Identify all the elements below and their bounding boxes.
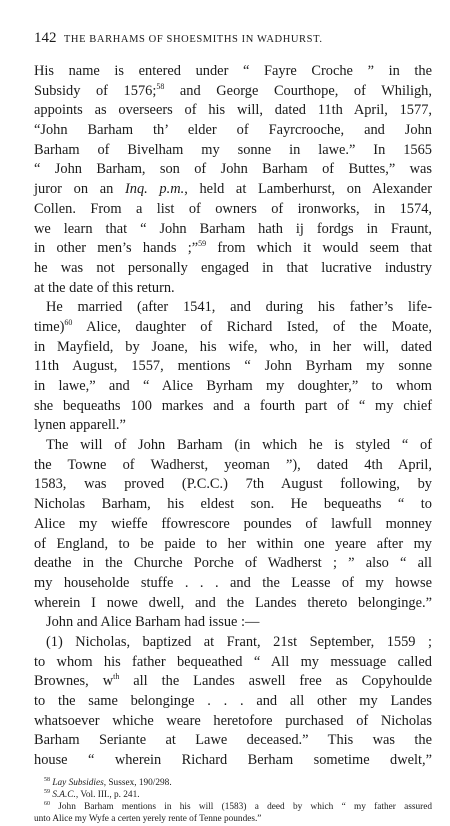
italic-text: Lay Subsidies <box>52 777 104 788</box>
footnote-line <box>34 789 432 801</box>
text-line: (1) Nicholas, baptized at Frant, 21st September, 1559 ; <box>46 633 432 650</box>
text-line <box>34 318 432 338</box>
line-text: all the Landes aswell free as Copyhoulde <box>119 673 432 690</box>
text-line: deathe in the Churche Porche of Wadherst ; ” also “ all <box>34 555 432 572</box>
text-line: appoints as overseers of his will, dated 11th April, 1577, <box>34 102 432 119</box>
footnote-line <box>34 813 432 825</box>
footnote-number: 58 <box>44 776 50 783</box>
text-line: He married (after 1541, and during his father’s life- <box>46 299 432 316</box>
footnote-text: unto Alice my Wyfe a certen yerely rente of Tenne poundes.” <box>34 814 262 825</box>
text-line: the Towne of Wadherst, yeoman ”), dated 4th April, <box>34 456 432 473</box>
text-line: house “ wherein Richard Berham sometime dwelt,” <box>34 752 432 769</box>
text-line: of England, to be paide to her within one yeare after my <box>34 535 432 552</box>
footnote-ref: th <box>113 672 120 682</box>
text-line: my householde stuffe . . . and the Leasse of my howse <box>34 574 432 591</box>
text-line <box>34 82 432 102</box>
text-line: to whom his father bequeathed “ All my messuage called <box>34 653 432 670</box>
text-line: to the same belonginge . . . and all other my Landes <box>34 693 432 709</box>
text-line: Barham of Bivelham my sonne in lawe.” In 1565 <box>34 141 432 158</box>
running-title: THE BARHAMS OF SHOESMITHS IN WADHURST. <box>63 34 323 45</box>
text-line: “ John Barham, son of John Barham of Buttes,” was <box>34 161 432 178</box>
text-line: in lawe,” and “ Alice Byrham my doughter,” to whom <box>34 378 432 394</box>
page-number: 142 <box>34 30 57 46</box>
text-line: His name is entered under “ Fayre Croche ” in the <box>34 63 432 79</box>
line-text: Subsidy of 1576; <box>34 82 157 99</box>
text-line: in Mayfield, by Joane, his wife, who, in her will, dated <box>34 338 432 355</box>
text-line: we learn that “ John Barham hath ij fordgs in Fraunt, <box>34 220 432 237</box>
footnote-text: John Barham mentions in his will (1583) a deed by which “ my father assured <box>50 802 432 813</box>
footnote-text: , Vol. III., p. 241. <box>75 789 140 800</box>
text-line: 1583, was proved (P.C.C.) 7th August following, by <box>34 476 432 493</box>
italic-text: Inq. p.m. <box>124 181 185 198</box>
line-text: Brownes, w <box>34 673 114 690</box>
footnote-number: 60 <box>44 801 50 808</box>
line-text: in other men’s hands ;” <box>34 240 199 257</box>
text-line: Barham Seriante at Lawe deceased.” This was the <box>34 732 432 749</box>
text-line: John and Alice Barham had issue :— <box>46 614 260 631</box>
footnotes <box>34 777 432 826</box>
line-text: juror on an <box>34 181 125 198</box>
line-text: Alice, daughter of Richard Isted, of the Moate, <box>72 318 432 335</box>
text-line <box>34 672 432 692</box>
footnote-text: , Sussex, 190/298. <box>103 777 172 788</box>
text-line: The will of John Barham (in which he is styled “ of <box>46 437 432 454</box>
line-text: , held at Lamberhurst, on Alexander <box>184 181 432 198</box>
footnote-line <box>34 801 432 813</box>
text-line: lynen apparell.” <box>34 417 126 434</box>
text-line: whatsoever whiche weare heretofore purchased of Nicholas <box>34 712 432 729</box>
text-line <box>34 180 432 200</box>
line-text: time) <box>34 318 65 335</box>
text-line: “John Barham th’ elder of Fayrcrooche, and John <box>34 122 432 139</box>
text-line: Alice my wieffe ffowrescore poundes of lawfull monney <box>34 515 432 532</box>
text-line: wherein I nowe dwell, and the Landes thereto belonginge.” <box>34 594 432 611</box>
text-line: 11th August, 1557, mentions “ John Byrham my sonne <box>34 358 432 375</box>
text-line: Collen. From a list of owners of ironworks, in 1574, <box>34 200 432 217</box>
text-line: he was not personally engaged in that lucrative industry <box>34 259 432 276</box>
text-line: she bequeaths 100 markes and a fourth part of “ my chief <box>34 397 432 414</box>
footnote-ref: 59 <box>198 239 207 249</box>
text-line: Nicholas Barham, his eldest son. He bequeaths “ to <box>34 496 432 513</box>
footnote-number: 59 <box>44 788 50 795</box>
page-header <box>34 30 323 47</box>
italic-text: S.A.C. <box>52 789 76 800</box>
body-text <box>34 62 432 826</box>
text-line: at the date of this return. <box>34 279 175 296</box>
paragraph-lines <box>34 62 432 771</box>
line-text: and George Courthope, of Whiligh, <box>164 82 432 99</box>
footnote-ref: 60 <box>64 318 73 328</box>
text-line <box>34 239 432 259</box>
line-text: from which it would seem that <box>206 240 432 257</box>
footnote-ref: 58 <box>156 81 165 91</box>
footnote-line <box>34 777 432 789</box>
